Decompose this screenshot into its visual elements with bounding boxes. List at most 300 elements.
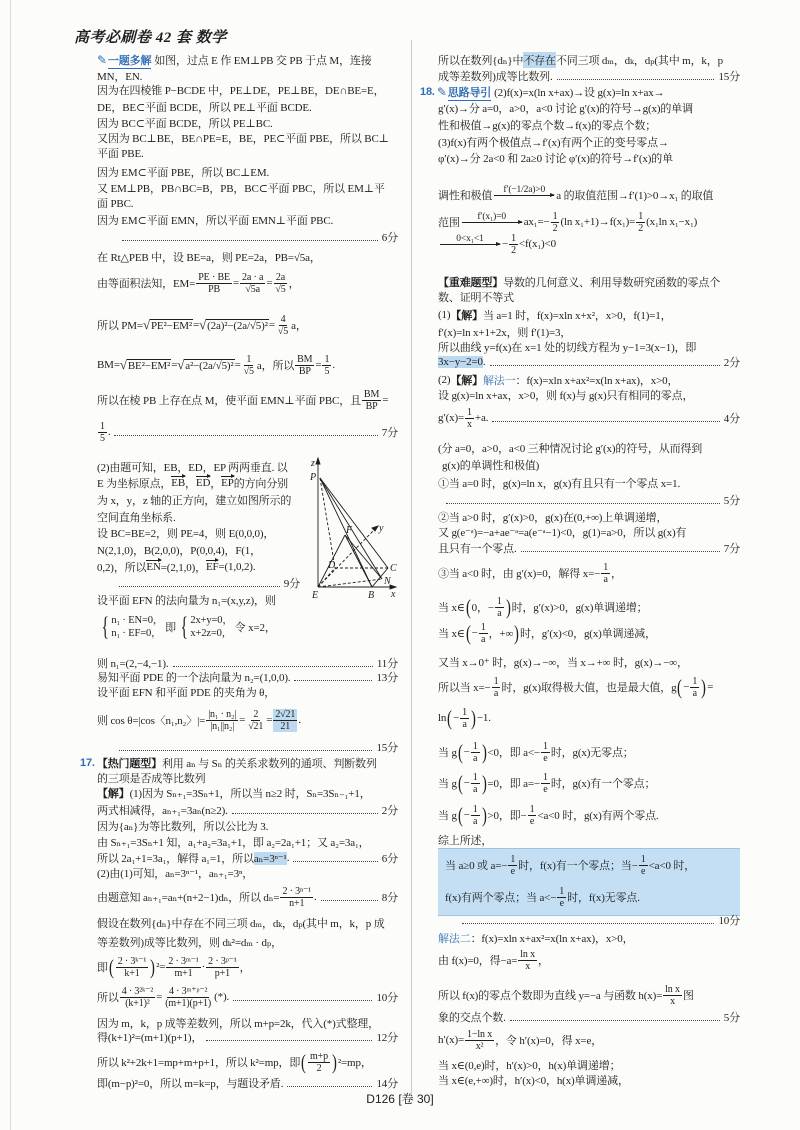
text-run: 又 EM⊥PB，PB∩BC=B，PB，BC⊂平面 PBC，所以 EM⊥平 [97,183,385,195]
text-run: = [171,359,178,371]
text-line [97,388,398,412]
text-run: 为 x，y，z 轴的正方向，建立如图所示的 [97,495,292,507]
text-run: +a. [474,412,489,424]
text-run: ²=mp， [337,1057,372,1069]
text-line [97,930,398,954]
text-run: 令 x=2， [234,622,276,634]
fraction-denominator: m+1 [174,967,193,979]
fraction-denominator: e [641,865,646,877]
text-run: a，所以 [256,360,295,372]
text-run: 设平面 EFN 的法向量为 n₁=(x,y,z)，则 [97,595,276,607]
text-run: 性和极值→g(x)的零点个数→f(x)的零点个数； [438,120,657,132]
fraction [240,272,265,295]
fraction [541,772,550,795]
y-axis-arrow [372,526,378,531]
fraction-numerator: m+p [310,1050,329,1062]
fraction-denominator: e [510,865,515,877]
labeled-arrow [494,185,554,196]
text-run: 象的交点个数. [438,1012,506,1024]
question-number: 18. [420,86,435,98]
text-line [97,612,300,641]
fraction [246,709,265,732]
text-run: N(2,1,0)，B(2,0,0)，P(0,0,4)，F(1， [97,545,262,557]
fraction-numerator: 1 [510,853,516,865]
text-run: = [193,319,200,331]
text-run: − [471,627,478,639]
text-run: 当 x∈(0,e)时，h′(x)>0，h(x)单调递增； [438,1060,621,1072]
text-run: −1. [476,712,491,724]
big-parenthesis: ( [465,621,471,645]
big-parenthesis: ( [457,771,463,795]
fraction [541,741,550,764]
big-parenthesis: ) [701,675,707,699]
text-run: 当 x∈(e,+∞)时，h′(x)<0，h(x)单调递减， [438,1075,629,1087]
text-line [438,146,740,170]
volume-label: [卷 30] [398,1092,434,1106]
vector: EB [171,477,186,489]
big-parenthesis: ( [447,706,453,730]
highlighted-answer: 3x−y−2=0 [438,356,483,368]
big-parenthesis: ( [677,675,683,699]
fraction [460,707,469,730]
text-run: . [286,852,290,864]
text-run: (x₁ln x₁−x₁) [646,216,698,228]
text-run: φ′(x)→分 2a<0 和 2a≥0 讨论 φ′(x)的符号→f′(x)的单 [438,153,673,165]
text-run: (3)f(x)有两个极值点→f′(x)有两个正的变号零点→ [438,137,669,149]
big-parenthesis: ) [505,595,511,619]
text-run: 设 BC=BE=2，则 PE=4，则 E(0,0,0)， [97,528,275,540]
label-z: z [311,458,315,469]
fraction [116,956,149,979]
text-run: . [314,891,317,903]
fraction-numerator: 2 · 3ᵖ⁻¹ [208,955,237,967]
fraction-denominator: x [525,960,531,972]
text-run: 当 g [438,810,457,822]
fraction [471,741,480,764]
text-run: 设 g(x)=ln x+ax，x>0，则 f(x)与 g(x)只有相同的零点， [438,390,694,402]
labeled-arrow [440,234,500,245]
fraction-numerator: ln x [665,983,680,995]
text-run: = [266,714,273,726]
text-run: 范围 [438,217,460,229]
fraction-numerator: 1 [511,232,516,244]
text-run: 所以当 x=− [438,682,491,694]
text-run: >0，即− [487,810,527,822]
text-run: − [502,238,509,250]
text-run: g′(x)→分 a=0，a>0，a<0 讨论 g′(x)的符号→g(x)的单调 [438,103,693,115]
fraction [508,854,517,877]
text-run: 当 g [438,747,457,759]
label-E: E [312,590,319,600]
text-run: (分 a=0，a>0，a<0 三种情况讨论 g′(x)的符号，从而得到 [438,443,703,455]
text-line [97,985,398,1009]
text-run: 当 x∈ [438,628,465,640]
edge-FN [345,535,382,579]
fraction-numerator: 1 [100,420,105,432]
text-run: 在 Rt△PEB 中，设 BE=a，则 PE=2a，PB=√5a， [97,252,321,264]
big-parenthesis: ( [301,1050,307,1074]
bracket-label: 【重难题型】 [438,277,504,289]
score-label: 7分 [723,543,740,555]
fraction [273,272,287,295]
big-parenthesis: ) [514,621,519,645]
fraction-numerator: 1 [542,771,548,783]
fraction-denominator: e [559,897,564,909]
label-P: P [310,472,317,483]
text-run: 当 a=1 时，f(x)=xln x+x²，x>0，f(1)=1， [482,310,672,322]
fraction [663,984,682,1007]
vector: ED [195,477,211,489]
edge-FB [345,535,372,587]
fraction-numerator: 1 [467,406,472,418]
fraction [206,709,238,732]
pyramid-coordinate-figure [300,455,400,600]
text-run: <a<0 时， [648,860,696,872]
radical-sign-icon: √ [119,357,127,372]
score-label: 11分 [376,658,398,670]
text-line [438,210,740,234]
text-run: = [232,277,240,289]
text-run: E 为坐标原点， [97,478,172,490]
fraction [601,562,610,585]
score-label: 15分 [718,71,740,83]
fraction-denominator: a [473,783,478,795]
text-run: = [707,681,714,693]
fraction [163,986,213,1009]
text-line [438,536,740,560]
text-line [445,853,735,877]
equation-system [178,614,233,640]
score-label: 10分 [718,915,740,927]
fraction-numerator: 4 · 3²ᵏ⁻² [121,985,154,997]
text-run: ， [185,478,196,490]
fraction [196,272,232,295]
fraction [280,886,313,909]
fraction-denominator: (k+1)² [125,997,150,1009]
text-line [97,885,398,909]
fraction [557,886,566,909]
label-D: D [328,560,336,571]
equation-rows [111,614,163,640]
fraction-numerator: 2 [253,708,259,720]
text-run: 由题意知 aₙ₊₁=aₙ+(n+2−1)dₙ，所以 dₙ= [97,892,280,904]
fraction-denominator: a [473,752,478,764]
score-label: 4分 [723,413,740,425]
big-parenthesis: ) [332,1050,337,1074]
text-line [97,313,398,337]
fraction-denominator: √21 [248,720,264,732]
fraction-numerator: 4 [280,313,286,325]
text-run: (2) [438,374,451,386]
dot-leader [122,240,378,241]
text-line [97,353,398,377]
score-label: 5分 [723,495,740,507]
fraction [295,354,314,377]
text-run: =(1,0,2). [218,561,256,573]
text-run: 平面 PBE. [97,148,144,160]
big-parenthesis: ) [481,803,487,827]
text-run: (2)由(1)可知，aₙ=3ⁿ⁻¹，aₙ₊₁=3ⁿ， [97,868,254,880]
fraction-denominator: √5 [277,325,289,337]
dot-leader [462,923,714,924]
fraction-denominator: BP [298,365,311,377]
text-run: 时，f(x)无零点. [567,892,640,904]
fraction [528,804,537,827]
fraction-denominator: 2 [638,222,644,234]
fraction-numerator: |n₁ · n₂| [208,708,237,720]
score-label: 5分 [723,1012,740,1024]
text-line [97,588,300,612]
brace-icon: { [101,612,109,641]
text-run: 设平面 EFN 和平面 PDE 的夹角为 θ， [97,687,276,699]
text-run: 所以 f(x)的零点个数即为直线 y=−a 与函数 h(x)= [438,990,663,1002]
score-label: 2分 [723,357,740,369]
edge-PC [320,478,388,568]
text-run: . [332,359,335,371]
text-run: 即 [97,962,108,974]
text-run: ， [537,955,549,967]
fraction-numerator: 1 [692,675,698,687]
radical-sign-icon: √ [142,317,150,332]
text-run: ， [611,568,622,580]
text-line [438,1028,740,1052]
text-run: <0，即 a<− [487,747,540,759]
score-label: 9分 [283,578,300,590]
text-run: . [107,426,111,438]
dot-leader [114,435,377,436]
vector: EF [205,561,219,573]
section-tag: 思路导引 [448,84,491,101]
text-run: (2)由题可知，EB，ED，EP 两两垂直. 以 [97,462,288,474]
text-run: a， [291,320,307,332]
fraction-numerator: 1−ln x [467,1028,493,1040]
text-run: ③当 a<0 时，由 g′(x)=0，解得 x=− [438,568,601,580]
text-run: ②当 a>0 时，g′(x)>0，g(x)在(0,+∞)上单调递增， [438,512,668,524]
fraction-denominator: a [692,687,697,699]
text-run: ：f(x)=xln x+ax²=x(ln x+ax)，x>0， [470,933,634,945]
fraction [206,956,239,979]
text-run: 所以在数列{dₙ}中 [438,55,524,67]
text-run: ①当 a=0 时，g(x)=ln x，g(x)有且只有一个零点 x=1. [438,478,681,490]
fraction [551,211,560,234]
big-parenthesis: ) [150,955,156,979]
bracket-label: 【解】 [450,310,483,322]
equation-system [99,614,163,640]
fraction-numerator: 1 [324,353,330,365]
text-run: 所以曲线 y=f(x)在 x=1 处的切线方程为 y−1=3(x−1)，即 [438,342,697,354]
text-run: 数、证明不等式 [438,292,514,304]
text-run: h′(x)= [438,1034,465,1046]
fraction-denominator: √5a [245,283,260,295]
text-run: 得(k+1)²=(m+1)(p+1)， [97,1032,203,1044]
score-label: 10分 [376,992,398,1004]
fraction-numerator: 1 [472,740,478,752]
text-run: =0，即 a=− [487,778,540,790]
text-run: = [266,277,273,289]
text-run: (*). [214,991,230,1003]
text-run: DE，BE⊂平面 BCDE，所以 PE⊥平面 BCDE. [97,102,312,114]
fraction-denominator: 21 [280,720,291,732]
text-line [97,420,398,444]
text-line [438,675,740,699]
text-run: · [201,961,206,973]
text-line [438,771,740,795]
text-line [438,1068,740,1092]
text-run: ，令 h′(x)=0，得 x=e， [495,1035,603,1047]
dot-leader [321,900,378,901]
text-run: 时，g′(x)<0，g(x)单调递减， [520,628,656,640]
fraction [518,949,537,972]
vector: EN [146,561,161,573]
text-run: 则 cos θ=|cos〈n₁,n₂〉|= [97,715,206,727]
fraction-denominator: PB [208,283,221,295]
label-N: N [384,576,391,587]
text-run: 即 [165,622,177,634]
text-line [438,948,740,972]
text-run: <a<0 时，g(x)有两个零点. [537,810,659,822]
text-run: 又当 x→0⁺ 时，g(x)→−∞，当 x→+∞ 时，g(x)→−∞， [438,657,688,669]
text-run: ²= [156,961,166,973]
text-line [438,803,740,827]
equation-rows [190,614,232,640]
text-run: 由 f(x)=0，得−a= [438,955,518,967]
big-parenthesis: ( [108,955,114,979]
text-run: 所以 PM= [97,320,143,332]
bracket-label: 【解】 [97,788,130,800]
text-run: 所以在棱 PB 上存在点 M，使平面 EMN⊥平面 PBC，且 [97,395,361,407]
score-label: 13分 [376,672,398,684]
text-run: − [463,777,470,789]
text-run: 因为{aₙ}为等比数列，所以公比为 3. [97,821,269,833]
label-F: F [346,525,353,536]
text-run: ， [210,478,222,490]
fraction-numerator: 2√21 [275,708,296,720]
score-label: 8分 [381,892,398,904]
fraction-numerator: 1 [559,885,565,897]
text-line [97,861,398,885]
text-run: 图 [682,990,694,1002]
fraction-numerator: 1 [246,353,252,365]
score-label: 7分 [381,427,398,439]
fraction-denominator: BP [365,400,378,412]
fraction-denominator: x² [475,1040,484,1052]
text-line [97,955,398,979]
text-run: 易知平面 PDE 的一个法向量为 n₂=(1,0,0). [97,672,291,684]
fraction-numerator: BM [363,388,380,400]
dot-leader [287,1086,372,1087]
fraction-denominator: |n₁||n₂| [210,720,235,732]
question-number: 17. [80,757,95,769]
page-edge [10,0,11,1130]
fraction-denominator: √5 [243,365,254,377]
text-run: (2)f(x)=x(ln x+ax)→设 g(x)=ln x+ax→ [494,87,665,99]
text-run: − [453,712,460,724]
text-line [438,650,740,674]
text-run: ln [438,712,447,724]
column-divider [411,40,412,1100]
text-line [438,383,740,407]
vector: EP [221,477,234,489]
text-run: ， [239,962,251,974]
arrow-label: 0<x₁<1 [456,233,484,244]
text-run: f′(x)=ln x+1+2x，则 f′(1)=3， [438,327,572,339]
fraction [120,986,155,1009]
fraction-numerator: PE · BE [198,271,230,283]
text-run: 当 x∈ [438,602,465,614]
fraction-numerator: 1 [472,803,478,815]
text-run: 所以 [97,992,119,1004]
fraction-numerator: 1 [640,853,646,865]
text-line [97,708,398,732]
text-run: 导数的几何意义、利用导数研究函数的零点个 [503,277,721,289]
text-run: 时，g(x)取得极大值，也是最大值，g [501,682,677,694]
square-root [143,317,193,333]
fraction-numerator: 1 [472,771,478,783]
brace-icon: { [180,612,188,641]
fraction-denominator: a [603,573,608,585]
text-run: 的三项是否成等比数列 [97,773,206,785]
fraction-denominator: e [543,752,548,764]
text-run: (1)因为 Sₙ₊₁=3Sₙ+1，所以当 n≥2 时，Sₙ=3Sₙ₋₁+1， [129,788,371,800]
fraction-numerator: ln x [520,948,535,960]
fraction [639,854,648,877]
fraction [690,676,699,699]
fraction [362,389,381,412]
fraction [242,354,256,377]
big-parenthesis: ( [457,803,463,827]
fraction-denominator: a [462,718,467,730]
fraction-denominator: p+1 [214,967,230,979]
radical-sign-icon: √ [177,357,185,372]
text-run: g′(x)= [438,412,465,424]
equation-row: x+2z=0， [190,628,233,639]
fraction-denominator: x [467,418,472,430]
text-run: . [298,714,301,726]
fraction-numerator: 2a [275,271,286,283]
fraction-numerator: 2a · a [242,271,264,283]
radicand: BE²−EM² [127,360,171,372]
fraction [471,772,480,795]
radicand: (2a)²−(2a/√5)² [207,320,268,332]
dot-leader [492,421,720,422]
score-label: 6分 [381,853,398,865]
text-line [438,983,740,1007]
pencil-icon: ✎ [436,84,447,99]
fraction-denominator: 2 [552,222,558,234]
fraction-numerator: 1 [552,210,558,222]
dot-leader [490,365,720,366]
text-run: 等差数列)成等比数列，则 dₖ²=dₘ · dₚ， [97,937,282,949]
fraction-denominator: k+1 [124,967,140,979]
page-footer [0,1090,800,1107]
label-C: C [390,563,397,574]
text-line [438,1005,740,1029]
text-run: 所以 k²+2k+1=mp+m+p+1，所以 k²=mp，即 [97,1057,301,1069]
fraction-denominator: n+1 [289,897,305,909]
fraction-denominator: 5 [100,432,105,444]
text-line [97,1025,398,1049]
text-line [438,621,740,645]
text-run: 且只有一个零点. [438,543,517,555]
text-line [438,561,740,585]
fraction-numerator: 1 [542,740,548,752]
fraction [276,314,290,337]
text-run: − [683,681,690,693]
bracket-label: 【解】 [450,375,483,387]
text-run: 时，g′(x)>0，g(x)单调递增； [511,602,648,614]
text-run: 因为 EM⊂平面 PBE，所以 BC⊥EM. [97,167,270,179]
text-line [438,926,740,950]
